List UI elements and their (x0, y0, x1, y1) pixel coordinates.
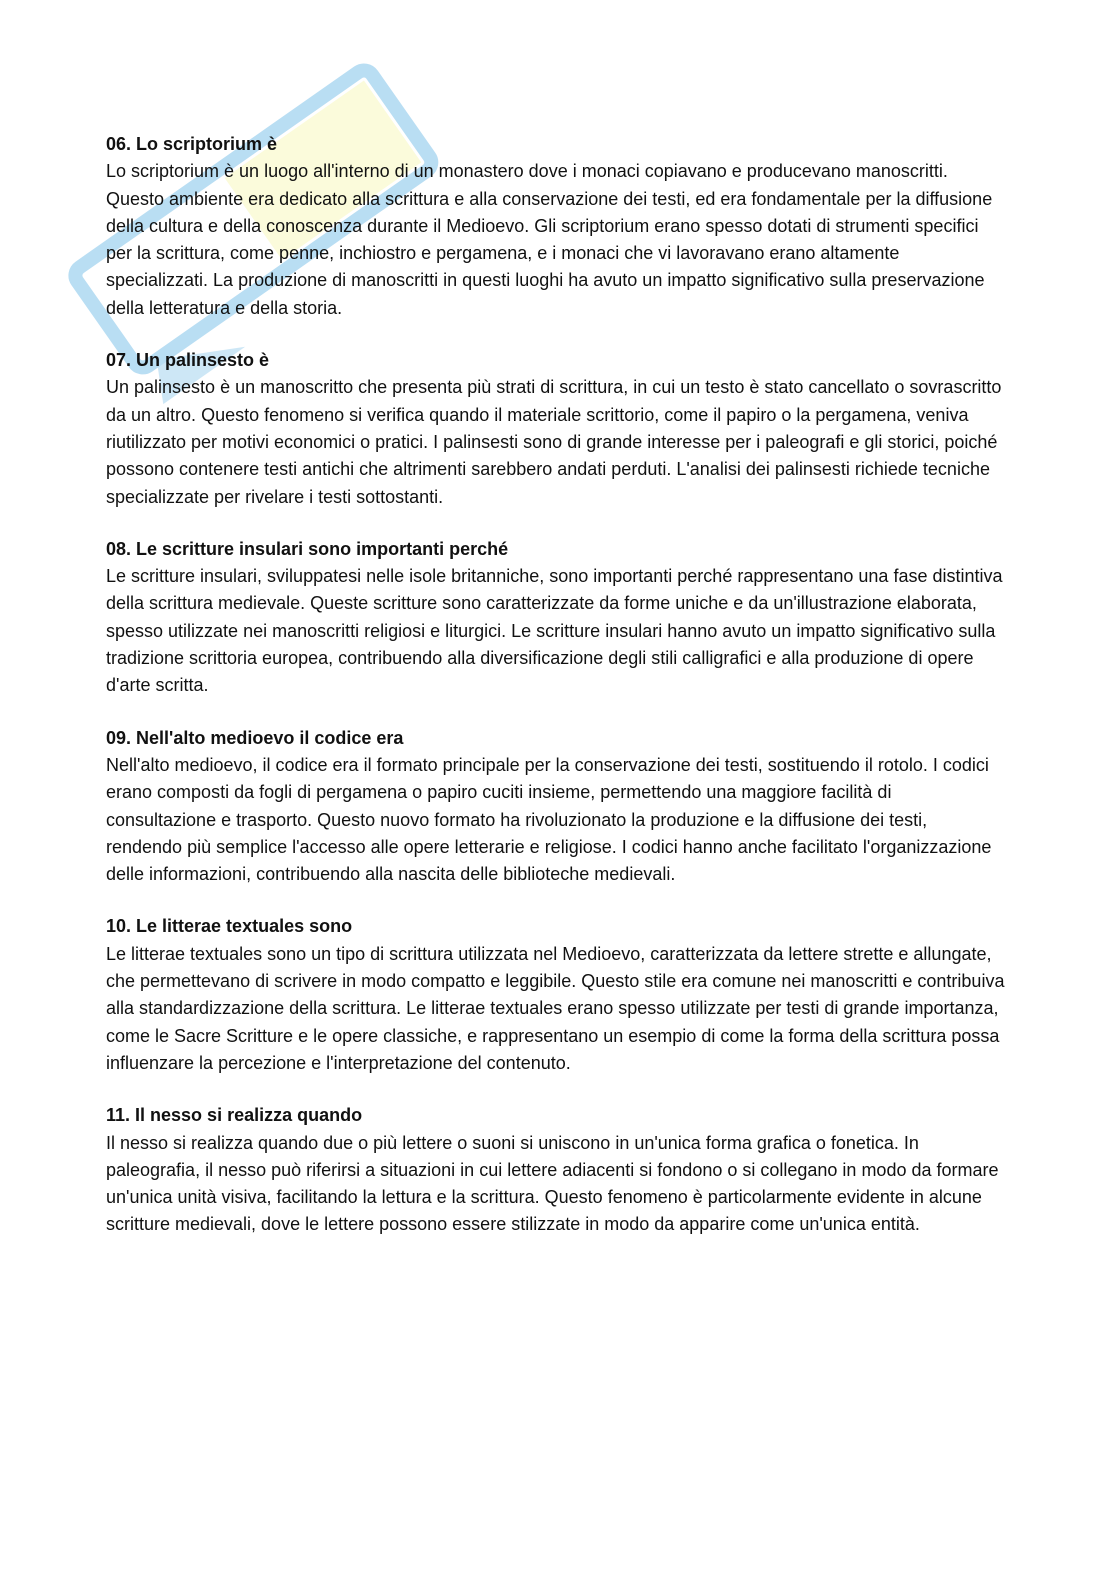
section-10 (106, 913, 1006, 1077)
section-heading: 06. Lo scriptorium è (106, 134, 278, 154)
section-heading: 09. Nell'alto medioevo il codice era (106, 727, 404, 748)
section-heading: 10. Le litterae textuales sono (106, 916, 353, 937)
document-content (106, 131, 1006, 1264)
section-09 (106, 725, 1006, 889)
section-body: Un palinsesto è un manoscritto che presenta più strati di scrittura, in cui un testo è stato cancellato o sovrascritto da un altro. Questo fenomeno si verifica quando il materiale scrittorio, come il papiro o la pergamena, veniva riutilizzato per motivi economici o pratici. I palinsesti sono di grande interesse per i paleografi e gli storici, poiché possono contenere testi antichi che altrimenti sarebbero andati perduti. L'analisi dei palinsesti richiede tecniche specializzate per rivelare i testi sottostanti. (106, 377, 1002, 507)
section-11 (106, 1102, 1006, 1238)
section-body: Lo scriptorium è un luogo all'interno di un monastero dove i monaci copiavano e producevano manoscritti. Questo ambiente era dedicato alla scrittura e alla conservazione dei testi, ed era fondamentale per la diffusione della cultura e della conoscenza durante il Medioevo. Gli scriptorium erano spesso dotati di strumenti specifici per la scrittura, come penne, inchiostro e pergamena, e i monaci che vi lavoravano erano altamente specializzati. La produzione di manoscritti in questi luoghi ha avuto un impatto significativo sulla preservazione della letteratura e della storia. (106, 161, 993, 318)
section-body: Le scritture insulari, sviluppatesi nelle isole britanniche, sono importanti perché rappresentano una fase distintiva della scrittura medievale. Queste scritture sono caratterizzate da forme uniche e da un'illustrazione elaborata, spesso utilizzate nei manoscritti religiosi e liturgici. Le scritture insulari hanno avuto un impatto significativo sulla tradizione scrittoria europea, contribuendo alla diversificazione degli stili calligrafici e alla produzione di opere d'arte scritta. (106, 566, 1003, 696)
section-06 (106, 131, 1006, 322)
section-heading: 11. Il nesso si realizza quando (106, 1105, 363, 1126)
section-body: Nell'alto medioevo, il codice era il formato principale per la conservazione dei testi, sostituendo il rotolo. I codici erano composti da fogli di pergamena o papiro cuciti insieme, permettendo una maggiore facilità di consultazione e trasporto. Questo nuovo formato ha rivoluzionato la produzione e la diffusione dei testi, rendendo più semplice l'accesso alle opere letterarie e religiose. I codici hanno anche facilitato l'organizzazione delle informazioni, contribuendo alla nascita delle biblioteche medievali. (106, 754, 992, 885)
section-body: Le litterae textuales sono un tipo di scrittura utilizzata nel Medioevo, caratterizzata da lettere strette e allungate, che permettevano di scrivere in modo compatto e leggibile. Questo stile era comune nei manoscritti e contribuiva alla standardizzazione della scrittura. Le litterae textuales erano spesso utilizzate per testi di grande importanza, come le Sacre Scritture e le opere classiche, e rappresentano un esempio di come la forma della scrittura possa influenzare la percezione e l'interpretazione del contenuto. (106, 943, 1005, 1073)
section-body: Il nesso si realizza quando due o più lettere o suoni si uniscono in un'unica forma grafica o fonetica. In paleografia, il nesso può riferirsi a situazioni in cui lettere adiacenti si fondono o si collegano in modo da formare un'unica unità visiva, facilitando la lettura e la scrittura. Questo fenomeno è particolarmente evidente in alcune scritture medievali, dove le lettere possono essere stilizzate in modo da apparire come un'unica entità. (106, 1132, 999, 1235)
section-08 (106, 536, 1006, 700)
section-heading: 08. Le scritture insulari sono importanti perché (106, 538, 509, 559)
section-heading: 07. Un palinsesto è (106, 350, 270, 371)
section-07 (106, 347, 1006, 511)
